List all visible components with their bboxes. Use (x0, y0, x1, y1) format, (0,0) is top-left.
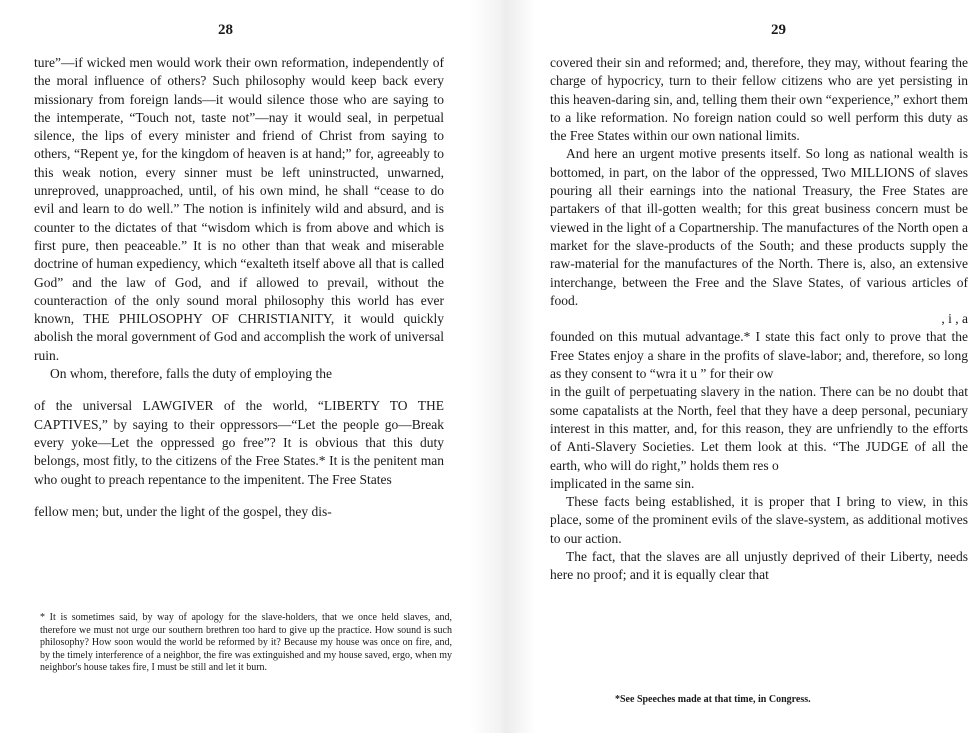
faded-line (34, 383, 444, 397)
footnote-text: *See Speeches made at that time, in Congress. (615, 694, 811, 705)
faded-line (34, 489, 444, 503)
book-gutter (470, 0, 535, 733)
page-number: 29 (771, 22, 786, 38)
left-page (0, 0, 470, 733)
footnote (40, 612, 452, 675)
page-body (550, 54, 968, 585)
faded-line: , i , a (941, 311, 968, 327)
footnote-text: * It is sometimes said, by way of apology for the slave-holders, that we once held slaves, and, therefore we must not urge our southern brethren too hard to give up the practice. How sound is such philosophy? How soon would the world be reformed by it? Because my house was once on fire, and, by the timely interference of a neighbor, the fire was extinguished and my house saved, ergo, when my neighbor's house takes fire, I must be still and let it burn. (40, 612, 452, 674)
paragraph: And here an urgent motive presents itself. So long as national wealth is bottomed, in part, on the labor of the oppressed, Two MILLIONS of slaves pouring all their earnings into the national Treasury, the Free States are partakers of that ill-gotten wealth; for this great business concern must be viewed in the light of a Copartnership. The manufactures of the North open a market for the slave-products of the South; and these products supply the raw-material for the manufactures of the North. There is, also, an extensive interchange, between the Free and the Slave States, of various articles of food. (550, 146, 968, 308)
page-body (34, 54, 444, 521)
paragraph: The fact, that the slaves are all unjustly deprived of their Liberty, needs here no proof; and it is equally clear that (550, 549, 968, 583)
paragraph: of the universal LAWGIVER of the world, “LIBERTY TO THE CAPTIVES,” by saying to their oppressors—“Let the people go—Break every yoke—Let the oppressed go free”? It is obvious that this duty belongs, most fitly, to the citizens of the Free States.* It is the penitent man who ought to preach repentance to the impenitent. The Free States (34, 398, 444, 487)
page-number: 28 (218, 22, 233, 38)
paragraph: fellow men; but, under the light of the gospel, they dis- (34, 503, 332, 519)
paragraph: founded on this mutual advantage.* I state this fact only to prove that the Free States enjoy a share in the profits of slave-labor; and, therefore, so long as they consent to “wra it u ” for their ow (550, 329, 968, 382)
paragraph: covered their sin and reformed; and, therefore, they may, without fearing the charge of hypocricy, turn to their fellow citizens who are yet persisting in this heaven-daring sin, and, telling them their own “experience,” exhort them to a like reformation. No foreign nation could so well perform this duty as the Free States within our own national limits. (550, 55, 968, 144)
paragraph: implicated in the same sin. (550, 475, 695, 491)
paragraph: On whom, therefore, falls the duty of employing the (50, 366, 332, 382)
paragraph: These facts being established, it is proper that I bring to view, in this place, some of the prominent evils of the slave-system, as additional motives to our action. (550, 494, 968, 546)
paragraph: ture”—if wicked men would work their own reformation, independently of the moral influence of others? Such philosophy would keep back every missionary from foreign lands—it would silence those who are saying to the intemperate, “Touch not, taste not”—nay it would seal, in perpetual silence, the lips of every minister and friend of Christ from saying to others, “Repent ye, for the kingdom of heaven is at hand;” for, agreeably to this weak notion, every sinner must be left uninstructed, unwarned, unreproved, unapproached, until, of his own mind, he shall “cease to do evil and learn to do well.” The notion is infinitely wild and absurd, and is counter to the dictates of that “wisdom which is from above and which is first pure, then peaceable.” It is no other than that weak and miserable doctrine of human expediency, which “exalteth itself above all that is called God” and the law of God, and if allowed to prevail, without the counteraction of the only sound moral philosophy this world has ever known, THE PHILOSOPHY OF CHRISTIANITY, it would quickly abolish the moral government of God and accomplish the work of universal ruin. (34, 55, 444, 363)
footnote (615, 694, 980, 707)
paragraph: in the guilt of perpetuating slavery in the nation. There can be no doubt that some capatalists at the North, feel that they have a deep personal, pecuniary interest in this matter, and, for this reason, they are unfriendly to the efforts of Anti-Slavery Societies. Let them look at this. “The JUDGE of all the earth, who will do right,” holds them res o (550, 384, 968, 473)
right-page (535, 0, 980, 733)
